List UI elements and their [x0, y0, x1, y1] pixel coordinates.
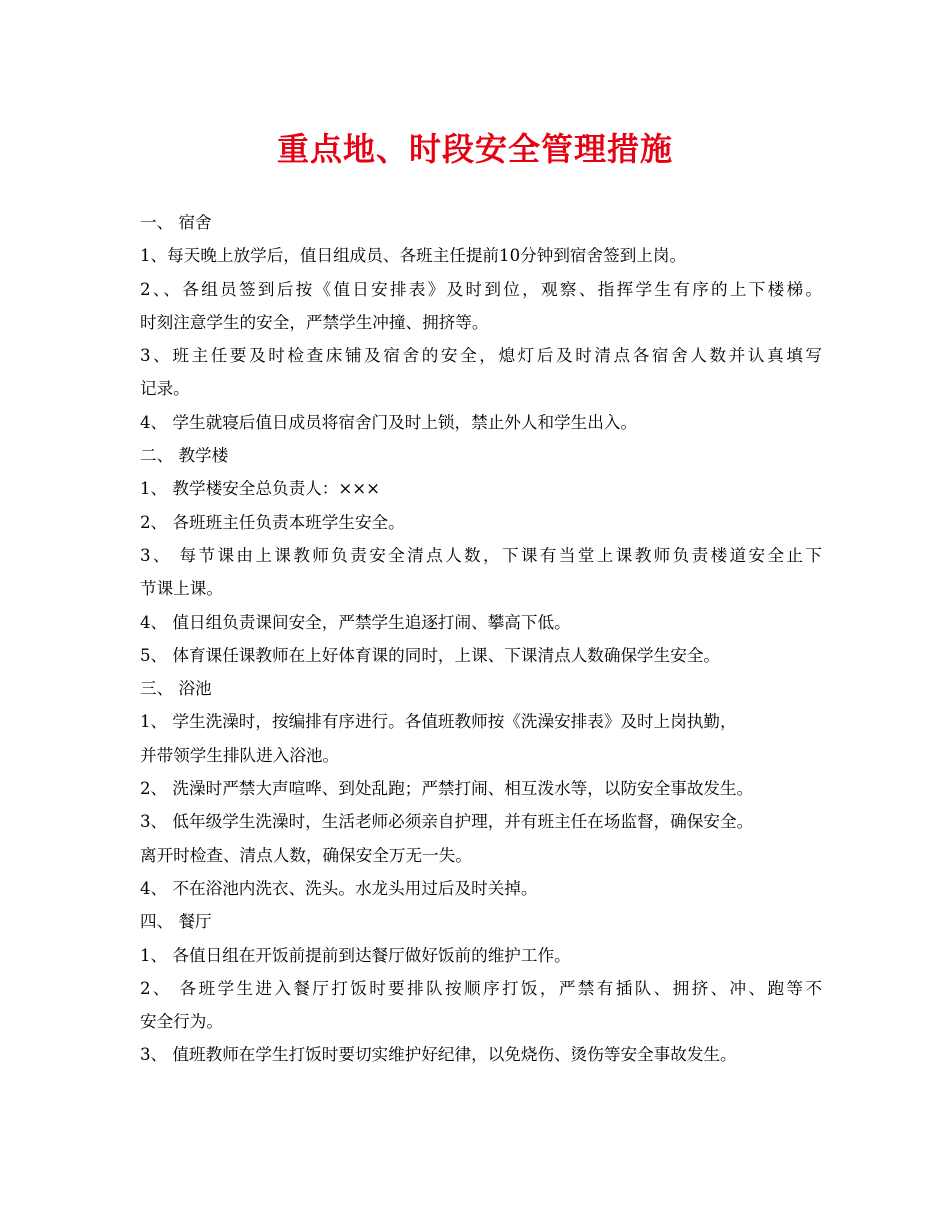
paragraph-line: 2、 洗澡时严禁大声喧哗、到处乱跑；严禁打闹、相互泼水等，以防安全事故发生。 [140, 779, 754, 799]
paragraph-line: 4、 学生就寝后值日成员将宿舍门及时上锁，禁止外人和学生出入。 [140, 412, 638, 432]
paragraph-line: 2、 各班班主任负责本班学生安全。 [140, 512, 405, 532]
paragraph-line: 节课上课。 [140, 579, 223, 599]
paragraph-line: 3、班主任要及时检查床铺及宿舍的安全，熄灯后及时清点各宿舍人数并认真填写 [140, 346, 822, 366]
paragraph-line: 1、每天晚上放学后，值日组成员、各班主任提前10分钟到宿舍签到上岗。 [140, 246, 687, 266]
paragraph-line: 1、 各值日组在开饭前提前到达餐厅做好饭前的维护工作。 [140, 945, 571, 965]
paragraph-line: 2、 各班学生进入餐厅打饭时要排队按顺序打饭，严禁有插队、拥挤、冲、跑等不 [140, 978, 822, 998]
paragraph-line: 3、 低年级学生洗澡时，生活老师必须亲自护理，并有班主任在场监督，确保安全。 [140, 812, 754, 832]
paragraph-line: 时刻注意学生的安全，严禁学生冲撞、拥挤等。 [140, 312, 489, 332]
paragraph-line: 5、 体育课任课教师在上好体育课的同时，上课、下课清点人数确保学生安全。 [140, 645, 721, 665]
section-heading-bathhouse: 三、 浴池 [140, 679, 212, 699]
paragraph-line: 并带领学生排队进入浴池。 [140, 745, 340, 765]
document-title: 重点地、时段安全管理措施 [276, 130, 673, 168]
section-heading-canteen: 四、 餐厅 [140, 912, 212, 932]
paragraph-line: 1、 教学楼安全总负责人：××× [140, 479, 381, 499]
paragraph-line: 3、 每节课由上课教师负责安全清点人数，下课有当堂上课教师负责楼道安全止下 [140, 545, 822, 565]
section-heading-dormitory: 一、 宿舍 [140, 213, 212, 232]
section-heading-teaching-building: 二、 教学楼 [140, 446, 229, 466]
document-body [140, 206, 830, 1072]
paragraph-line: 3、 值班教师在学生打饭时要切实维护好纪律，以免烧伤、烫伤等安全事故发生。 [140, 1045, 737, 1065]
paragraph-line: 安全行为。 [140, 1012, 223, 1032]
paragraph-line: 离开时检查、清点人数，确保安全万无一失。 [140, 845, 472, 865]
paragraph-line: 2、、各组员签到后按《值日安排表》及时到位，观察、指挥学生有序的上下楼梯。 [140, 279, 822, 299]
paragraph-line: 记录。 [140, 379, 190, 399]
paragraph-line: 4、 值日组负责课间安全，严禁学生追逐打闹、攀高下低。 [140, 612, 571, 632]
paragraph-line: 4、 不在浴池内洗衣、洗头。水龙头用过后及时关掉。 [140, 878, 538, 898]
paragraph-line: 1、 学生洗澡时，按编排有序进行。各值班教师按《洗澡安排表》及时上岗执勤， [140, 712, 737, 732]
